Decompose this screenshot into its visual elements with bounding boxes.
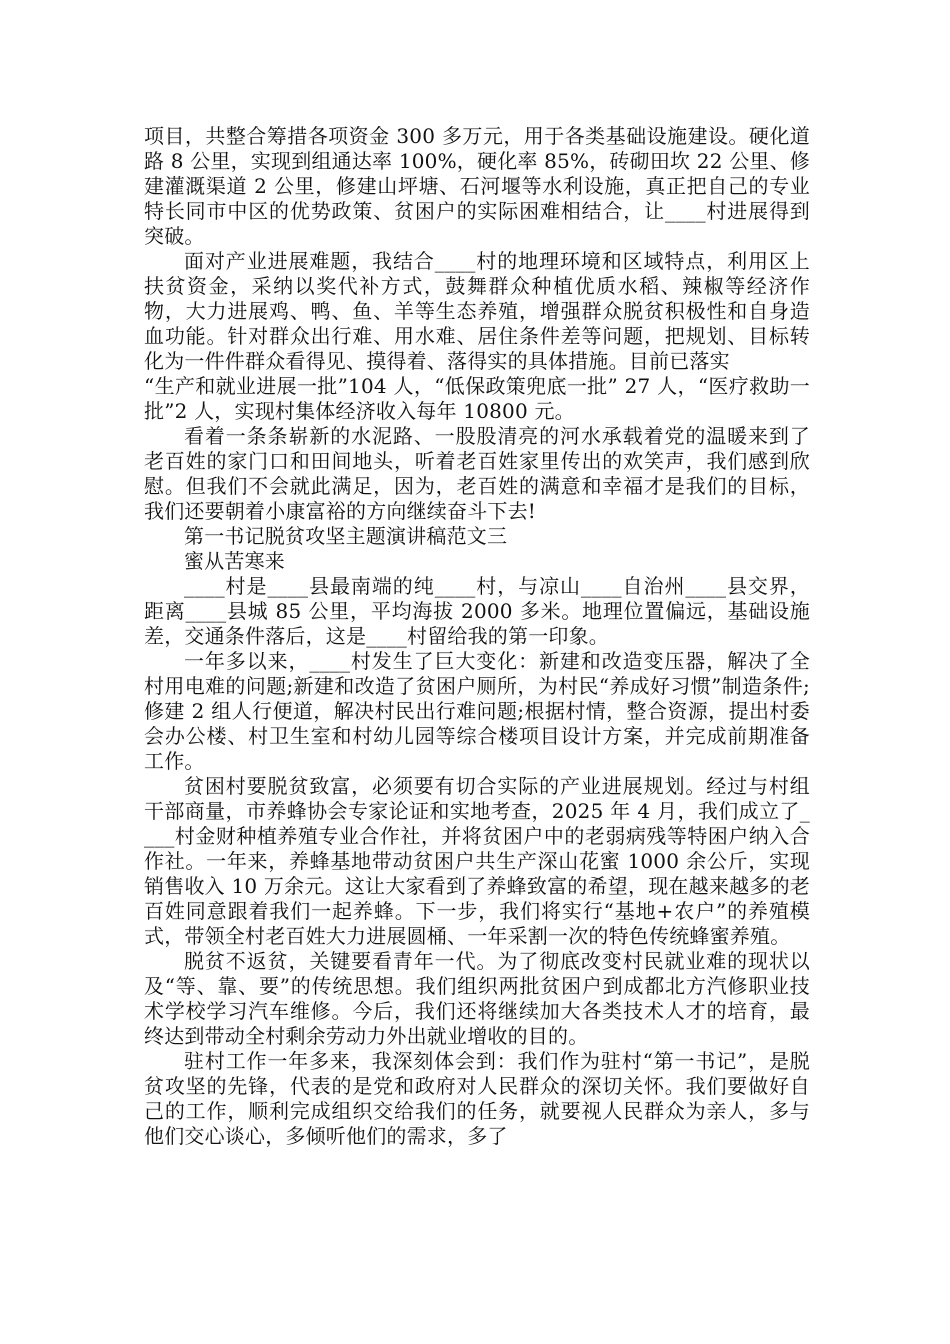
paragraph-beekeeping-plan: 贫困村要脱贫致富，必须要有切合实际的产业进展规划。经过与村组干部商量，市养蜂协会专家论证和实地考查，2025 年 4 月，我们成立了____村金财种植养殖专业合作社，并将贫困户中的老弱病残等特困户纳入合作社。一年来，养蜂基地带动贫困户共生产深山花蜜 1000 余公斤，实现销售收入 10 万余元。这让大家看到了养蜂致富的希望，现在越来越多的老百姓同意跟着我们一起养蜂。下一步，我们将实行“基地+农户”的养殖模式，带领全村老百姓大力进展圆桶、一年采割一次的特色传统蜂蜜养殖。 xyxy=(144,774,810,948)
paragraph-youth-training: 脱贫不返贫，关键要看青年一代。为了彻底改变村民就业难的现状以及“等、靠、要”的传统思想。我们组织两批贫困户到成都北方汽修职业技术学校学习汽车维修。今后，我们还将继续加大各类技术人才的培育，最终达到带动全村剩余劳动力外出就业增收的目的。 xyxy=(144,949,810,1048)
section-heading: 第一书记脱贫攻坚主题演讲稿范文三 xyxy=(184,524,508,548)
paragraph-industry-development: 面对产业进展难题，我结合____村的地理环境和区域特点，利用区上扶贫资金，采纳以奖代补方式，鼓舞群众种植优质水稻、辣椒等经济作物，大力进展鸡、鸭、鱼、羊等生态养殖，增强群众脱贫积极性和自身造血功能。针对群众出行难、用水难、居住条件差等问题，把规划、目标转化为一件件群众看得见、摸得着、落得实的具体措施。目前已落实 xyxy=(144,249,810,373)
paragraph-first-impression: ____村是____县最南端的纯____村，与凉山____自治州____县交界，距离____县城 85 公里，平均海拔 2000 多米。地理位置偏远，基础设施差，交通条件落后，这是____村留给我的第一印象。 xyxy=(144,574,810,648)
paragraph-village-changes: 看着一条条崭新的水泥路、一股股清亮的河水承载着党的温暖来到了老百姓的家门口和田间地头，听着老百姓家里传出的欢笑声，我们感到欣慰。但我们不会就此满足，因为，老百姓的满意和幸福才是我们的目标，我们还要朝着小康富裕的方向继续奋斗下去! xyxy=(144,424,810,523)
paragraph-poverty-statistics: “生产和就业进展一批”104 人，“低保政策兜底一批” 27 人，“医疗救助一批”2 人，实现村集体经济收入每年 10800 元。 xyxy=(144,374,810,423)
document-body xyxy=(144,124,810,1149)
paragraph-project-funding: 项目，共整合筹措各项资金 300 多万元，用于各类基础设施建设。硬化道路 8 公里，实现到组通达率 100%，硬化率 85%，砖砌田坎 22 公里、修建灌溉渠道 2 公里，修建山坪塘、石河堰等水利设施，真正把自己的专业特长同市中区的优势政策、贫困户的实际困难相结合，让____村进展得到突破。 xyxy=(144,124,810,248)
paragraph-work-reflection: 驻村工作一年多来，我深刻体会到：我们作为驻村“第一书记”，是脱贫攻坚的先锋，代表的是党和政府对人民群众的深切关怀。我们要做好自己的工作，顺利完成组织交给我们的任务，就要视人民群众为亲人，多与他们交心谈心，多倾听他们的需求，多了 xyxy=(144,1049,810,1148)
paragraph-major-changes: 一年多以来，____村发生了巨大变化：新建和改造变压器，解决了全村用电难的问题;新建和改造了贫困户厕所，为村民“养成好习惯”制造条件;修建 2 组人行便道，解决村民出行难问题;根据村情，整合资源，提出村委会办公楼、村卫生室和村幼儿园等综合楼项目设计方案，并完成前期准备工作。 xyxy=(144,649,810,773)
section-subtitle: 蜜从苦寒来 xyxy=(184,549,285,573)
